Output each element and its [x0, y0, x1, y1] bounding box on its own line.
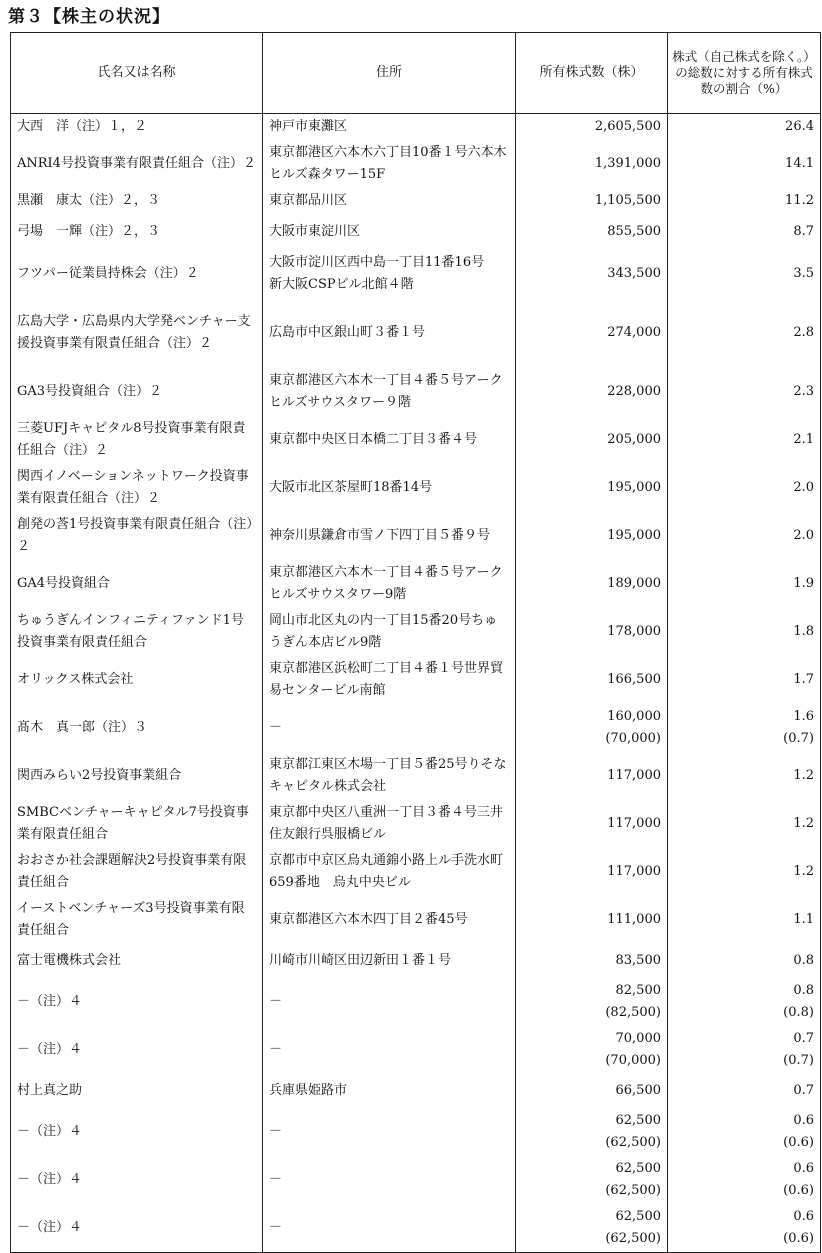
ratio-cell [668, 944, 821, 978]
ratio-value: 0.6 [793, 1161, 814, 1176]
ratio-value: 0.6 [793, 1209, 814, 1224]
ratio-value: 2.0 [793, 480, 814, 495]
ratio-value: 3.5 [793, 266, 814, 281]
shares-cell [516, 368, 668, 416]
shareholder-address: 大阪市北区茶屋町18番14号 [263, 464, 516, 512]
shareholder-name: －（注）４ [11, 1204, 263, 1253]
table-row [11, 250, 821, 298]
shareholder-address: 東京都中央区日本橋二丁目３番４号 [263, 416, 516, 464]
ratio-cell [668, 512, 821, 560]
table-row [11, 188, 821, 214]
shares-cell [516, 464, 668, 512]
ratio-sub-value: (0.6) [783, 1183, 814, 1198]
shares-value: 166,500 [607, 672, 661, 687]
shareholder-name: 関西みらい2号投資事業組合 [11, 752, 263, 800]
shareholder-name: おおさか社会課題解決2号投資事業有限責任組合 [11, 848, 263, 896]
shareholder-name: GA4号投資組合 [11, 560, 263, 608]
shares-sub-value: (82,500) [605, 1005, 661, 1020]
shares-sub-value: (62,500) [605, 1135, 661, 1150]
table-row [11, 298, 821, 368]
shares-cell [516, 298, 668, 368]
ratio-value: 2.3 [793, 384, 814, 399]
shares-value: 205,000 [607, 432, 661, 447]
shareholder-address: 東京都江東区木場一丁目５番25号りそなキャピタル株式会社 [263, 752, 516, 800]
ratio-value: 0.7 [793, 1031, 814, 1046]
ratio-value: 11.2 [785, 193, 814, 208]
shares-cell [516, 896, 668, 944]
shares-cell [516, 214, 668, 250]
ratio-value: 1.6 [793, 709, 814, 724]
table-row [11, 214, 821, 250]
header-shares: 所有株式数（株） [516, 33, 668, 114]
shares-value: 82,500 [615, 983, 661, 998]
shares-value: 274,000 [607, 325, 661, 340]
shareholder-address: 川崎市川崎区田辺新田１番１号 [263, 944, 516, 978]
shares-cell [516, 512, 668, 560]
ratio-cell [668, 1026, 821, 1074]
shares-sub-value: (70,000) [605, 1053, 661, 1068]
ratio-value: 26.4 [785, 119, 814, 134]
shareholder-name: イーストベンチャーズ3号投資事業有限責任組合 [11, 896, 263, 944]
shares-cell [516, 1156, 668, 1204]
ratio-value: 1.8 [793, 624, 814, 639]
ratio-cell [668, 800, 821, 848]
ratio-value: 14.1 [785, 156, 814, 171]
table-row [11, 1074, 821, 1108]
shares-value: 83,500 [615, 953, 661, 968]
ratio-cell [668, 188, 821, 214]
table-row [11, 656, 821, 704]
shareholder-address: － [263, 978, 516, 1026]
shares-value: 62,500 [615, 1161, 661, 1176]
shareholder-address: 大阪市淀川区西中島一丁目11番16号 新大阪CSPビル北館４階 [263, 250, 516, 298]
ratio-cell [668, 752, 821, 800]
ratio-cell [668, 656, 821, 704]
table-row [11, 512, 821, 560]
ratio-cell [668, 1074, 821, 1108]
shares-value: 62,500 [615, 1209, 661, 1224]
shares-sub-value: (62,500) [605, 1231, 661, 1246]
shareholder-name: 富士電機株式会社 [11, 944, 263, 978]
ratio-cell [668, 1108, 821, 1156]
shares-cell [516, 560, 668, 608]
shares-value: 111,000 [607, 912, 661, 927]
shares-value: 195,000 [607, 480, 661, 495]
table-row [11, 368, 821, 416]
shareholder-address: 東京都港区六本木六丁目10番１号六本木ヒルズ森タワー15F [263, 140, 516, 188]
shares-value: 1,391,000 [594, 156, 661, 171]
shares-value: 189,000 [607, 576, 661, 591]
shares-value: 2,605,500 [594, 119, 661, 134]
shareholder-name: SMBCベンチャーキャピタル7号投資事業有限責任組合 [11, 800, 263, 848]
ratio-value: 1.1 [793, 912, 814, 927]
shareholder-address: 東京都中央区八重洲一丁目３番４号三井住友銀行呉服橋ビル [263, 800, 516, 848]
header-address: 住所 [263, 33, 516, 114]
header-name: 氏名又は名称 [11, 33, 263, 114]
shareholder-address: 東京都品川区 [263, 188, 516, 214]
shares-cell [516, 188, 668, 214]
table-row [11, 464, 821, 512]
shareholder-address: 兵庫県姫路市 [263, 1074, 516, 1108]
shareholder-name: 黒瀬 康太（注）２，３ [11, 188, 263, 214]
shareholder-address: － [263, 704, 516, 752]
ratio-sub-value: (0.7) [783, 1053, 814, 1068]
ratio-cell [668, 368, 821, 416]
table-row [11, 978, 821, 1026]
shareholder-name: 三菱UFJキャピタル8号投資事業有限責任組合（注）２ [11, 416, 263, 464]
shareholder-name: 髙木 真一郎（注）３ [11, 704, 263, 752]
ratio-cell [668, 1204, 821, 1253]
shareholder-address: 神戸市東灘区 [263, 114, 516, 141]
shares-cell [516, 140, 668, 188]
table-row [11, 800, 821, 848]
ratio-value: 8.7 [793, 224, 814, 239]
ratio-cell [668, 214, 821, 250]
ratio-cell [668, 416, 821, 464]
table-row [11, 1156, 821, 1204]
table-header-row [11, 33, 821, 114]
ratio-value: 1.2 [793, 864, 814, 879]
shareholder-address: － [263, 1108, 516, 1156]
shares-value: 855,500 [607, 224, 661, 239]
shares-cell [516, 752, 668, 800]
shares-value: 160,000 [607, 709, 661, 724]
shareholder-address: 東京都港区六本木一丁目４番５号アークヒルズサウスタワー9階 [263, 560, 516, 608]
shareholder-address: 東京都港区浜松町二丁目４番１号世界貿易センタービル南館 [263, 656, 516, 704]
shares-cell [516, 944, 668, 978]
ratio-value: 0.6 [793, 1113, 814, 1128]
shares-value: 70,000 [615, 1031, 661, 1046]
shares-cell [516, 1074, 668, 1108]
shares-cell [516, 114, 668, 141]
ratio-sub-value: (0.8) [783, 1005, 814, 1020]
shareholder-name: ANRI4号投資事業有限責任組合（注）２ [11, 140, 263, 188]
table-row [11, 848, 821, 896]
shareholder-name: ちゅうぎんインフィニティファンド1号投資事業有限責任組合 [11, 608, 263, 656]
table-row [11, 752, 821, 800]
shareholder-name: 弓場 一輝（注）２，３ [11, 214, 263, 250]
ratio-cell [668, 250, 821, 298]
shares-value: 117,000 [607, 816, 661, 831]
table-row [11, 1026, 821, 1074]
ratio-cell [668, 464, 821, 512]
shareholder-name: オリックス株式会社 [11, 656, 263, 704]
shares-cell [516, 608, 668, 656]
header-ratio: 株式（自己株式を除く。）の総数に対する所有株式数の割合（%） [668, 33, 821, 114]
ratio-sub-value: (0.6) [783, 1231, 814, 1246]
shares-value: 1,105,500 [594, 193, 661, 208]
ratio-cell [668, 114, 821, 141]
shareholder-address: 東京都港区六本木四丁目２番45号 [263, 896, 516, 944]
shareholder-name: 広島大学・広島県内大学発ベンチャー支援投資事業有限責任組合（注）２ [11, 298, 263, 368]
ratio-value: 0.8 [793, 983, 814, 998]
ratio-value: 2.1 [793, 432, 814, 447]
ratio-cell [668, 140, 821, 188]
ratio-value: 1.2 [793, 768, 814, 783]
shareholder-name: 村上真之助 [11, 1074, 263, 1108]
shares-value: 62,500 [615, 1113, 661, 1128]
shares-value: 195,000 [607, 528, 661, 543]
shares-cell [516, 656, 668, 704]
shareholder-address: － [263, 1156, 516, 1204]
ratio-sub-value: (0.7) [783, 731, 814, 746]
table-row [11, 114, 821, 141]
shareholder-table [10, 32, 821, 1253]
shareholder-name: －（注）４ [11, 978, 263, 1026]
shares-cell [516, 1026, 668, 1074]
ratio-cell [668, 298, 821, 368]
ratio-cell [668, 560, 821, 608]
shares-cell [516, 978, 668, 1026]
shareholder-name: －（注）４ [11, 1108, 263, 1156]
shareholder-address: － [263, 1204, 516, 1253]
ratio-value: 2.0 [793, 528, 814, 543]
shareholder-address: 岡山市北区丸の内一丁目15番20号ちゅうぎん本店ビル9階 [263, 608, 516, 656]
shares-value: 117,000 [607, 864, 661, 879]
shares-value: 228,000 [607, 384, 661, 399]
ratio-sub-value: (0.6) [783, 1135, 814, 1150]
shares-cell [516, 800, 668, 848]
shares-value: 117,000 [607, 768, 661, 783]
ratio-value: 1.7 [793, 672, 814, 687]
ratio-cell [668, 896, 821, 944]
table-row [11, 704, 821, 752]
shares-value: 178,000 [607, 624, 661, 639]
shares-cell [516, 416, 668, 464]
ratio-cell [668, 704, 821, 752]
table-row [11, 896, 821, 944]
ratio-value: 0.7 [793, 1083, 814, 1098]
shares-cell [516, 704, 668, 752]
shareholder-name: －（注）４ [11, 1156, 263, 1204]
shareholder-address: 広島市中区銀山町３番１号 [263, 298, 516, 368]
shares-cell [516, 1204, 668, 1253]
page-title: 第３【株主の状況】 [8, 7, 170, 27]
table-row [11, 140, 821, 188]
shareholder-address: 東京都港区六本木一丁目４番５号アークヒルズサウスタワー９階 [263, 368, 516, 416]
shares-cell [516, 250, 668, 298]
ratio-cell [668, 1156, 821, 1204]
shares-sub-value: (62,500) [605, 1183, 661, 1198]
shares-cell [516, 848, 668, 896]
table-row [11, 608, 821, 656]
ratio-cell [668, 608, 821, 656]
ratio-cell [668, 848, 821, 896]
shares-sub-value: (70,000) [605, 731, 661, 746]
shareholder-name: フツパー従業員持株会（注）２ [11, 250, 263, 298]
ratio-cell [668, 978, 821, 1026]
shareholder-name: 関西イノベーションネットワーク投資事業有限責任組合（注）２ [11, 464, 263, 512]
ratio-value: 1.9 [793, 576, 814, 591]
shares-value: 66,500 [615, 1083, 661, 1098]
shares-value: 343,500 [607, 266, 661, 281]
shareholder-name: 大西 洋（注）１，２ [11, 114, 263, 141]
table-row [11, 944, 821, 978]
ratio-value: 0.8 [793, 953, 814, 968]
table-row [11, 1108, 821, 1156]
shareholder-name: 創発の莟1号投資事業有限責任組合（注）２ [11, 512, 263, 560]
ratio-value: 2.8 [793, 325, 814, 340]
table-row [11, 416, 821, 464]
table-row [11, 1204, 821, 1253]
shareholder-address: 京都市中京区烏丸通錦小路上ル手洗水町659番地 烏丸中央ビル [263, 848, 516, 896]
shareholder-name: －（注）４ [11, 1026, 263, 1074]
shareholder-address: 大阪市東淀川区 [263, 214, 516, 250]
table-row [11, 560, 821, 608]
shares-cell [516, 1108, 668, 1156]
ratio-value: 1.2 [793, 816, 814, 831]
shareholder-name: GA3号投資組合（注）２ [11, 368, 263, 416]
shareholder-address: － [263, 1026, 516, 1074]
shareholder-address: 神奈川県鎌倉市雪ノ下四丁目５番９号 [263, 512, 516, 560]
